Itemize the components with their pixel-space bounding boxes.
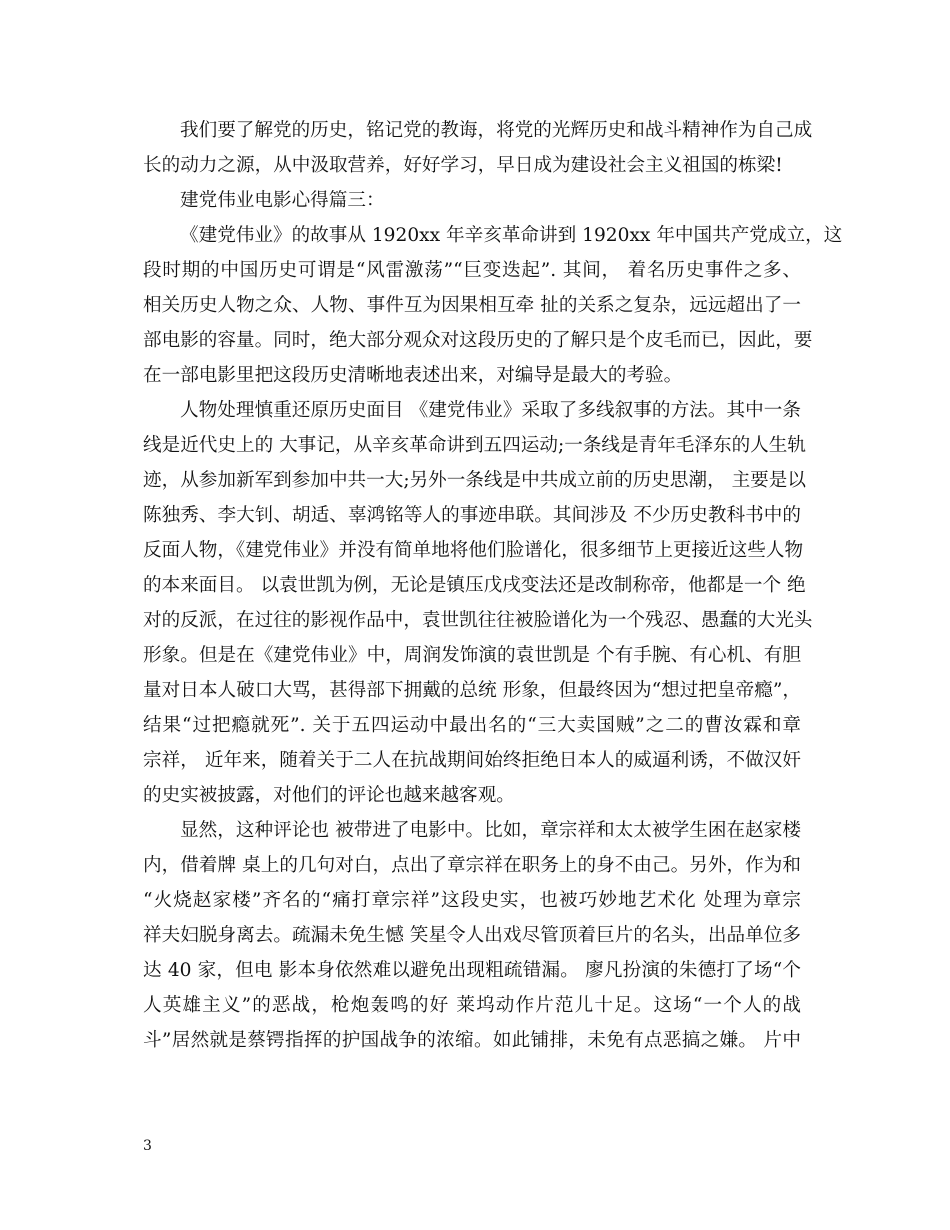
text-line: 反面人物，《建党伟业》并没有简单地将他们脸谱化，很多细节上更接近这些人物 (143, 540, 804, 561)
text-line: 的本来面目。 以袁世凯为例，无论是镇压戊戌变法还是改制称帝，他都是一个 绝 (143, 575, 806, 596)
text-line: 宗祥， 近年来，随着关于二人在抗战期间始终拒绝日本人的威逼利诱，不做汉奸 (143, 750, 801, 771)
text-line: 段时期的中国历史可谓是“风雷激荡”“巨变迭起”. 其间， 着名历史事件之多、 (143, 260, 801, 281)
text-line: 人英雄主义”的恶战，枪炮轰鸣的好 莱坞动作片范儿十足。这场“一个人的战 (143, 995, 801, 1016)
text-line: 陈独秀、李大钊、胡适、辜鸿铭等人的事迹串联。其间涉及 不少历史教科书中的 (143, 505, 801, 526)
text-line: 在一部电影里把这段历史清晰地表述出来，对编导是最大的考验。 (143, 365, 683, 386)
text-line: 线是近代史上的 大事记，从辛亥革命讲到五四运动;一条线是青年毛泽东的人生轨 (143, 435, 806, 456)
text-line: 量对日本人破口大骂，甚得部下拥戴的总统 形象，但最终因为“想过把皇帝瘾”， (143, 680, 801, 701)
text-line: 人物处理慎重还原历史面目 《建党伟业》采取了多线叙事的方法。其中一条 (180, 400, 801, 421)
text-line: 斗”居然就是蔡锷指挥的护国战争的浓缩。如此铺排，未免有点恶搞之嫌。 片中 (143, 1030, 801, 1051)
text-line: 显然，这种评论也 被带进了电影中。比如，章宗祥和太太被学生困在赵家楼 (180, 820, 801, 841)
text-line: 相关历史人物之众、人物、事件互为因果相互牵 扯的关系之复杂，远远超出了一 (143, 295, 801, 316)
text-line: 对的反派，在过往的影视作品中，袁世凯往往被脸谱化为一个残忍、愚蠢的大光头 (143, 610, 813, 631)
text-line: 迹，从参加新军到参加中共一大;另外一条线是中共成立前的历史思潮， 主要是以 (143, 470, 806, 491)
text-line: 《建党伟业》的故事从 1920xx 年辛亥革命讲到 1920xx 年中国共产党成立，这 (180, 225, 843, 246)
text-line: 我们要了解党的历史，铭记党的教诲，将党的光辉历史和战斗精神作为自己成 (180, 120, 813, 141)
text-line: 内，借着牌 桌上的几句对白，点出了章宗祥在职务上的身不由己。另外，作为和 (143, 855, 801, 876)
text-line: 长的动力之源，从中汲取营养，好好学习，早日成为建设社会主义祖国的栋梁! (143, 155, 783, 176)
text-line: 部电影的容量。同时，绝大部分观众对这段历史的了解只是个皮毛而已，因此，要 (143, 330, 813, 351)
text-line: 祥夫妇脱身离去。疏漏未免生憾 笑星令人出戏尽管顶着巨片的名头，出品单位多 (143, 925, 801, 946)
text-line: 形象。但是在《建党伟业》中，周润发饰演的袁世凯是 个有手腕、有心机、有胆 (143, 645, 801, 666)
document-body (143, 113, 843, 1058)
page-number: 3 (143, 1138, 152, 1154)
text-line: “火烧赵家楼”齐名的“痛打章宗祥”这段史实，也被巧妙地艺术化 处理为章宗 (143, 890, 801, 911)
section-heading: 建党伟业电影心得篇三： (180, 190, 385, 211)
text-line: 的史实被披露，对他们的评论也越来越客观。 (143, 785, 515, 806)
text-line: 达 40 家，但电 影本身依然难以避免出现粗疏错漏。 廖凡扮演的朱德打了场“个 (143, 960, 801, 981)
text-line: 结果“过把瘾就死”. 关于五四运动中最出名的“三大卖国贼”之二的曹汝霖和章 (143, 715, 801, 736)
